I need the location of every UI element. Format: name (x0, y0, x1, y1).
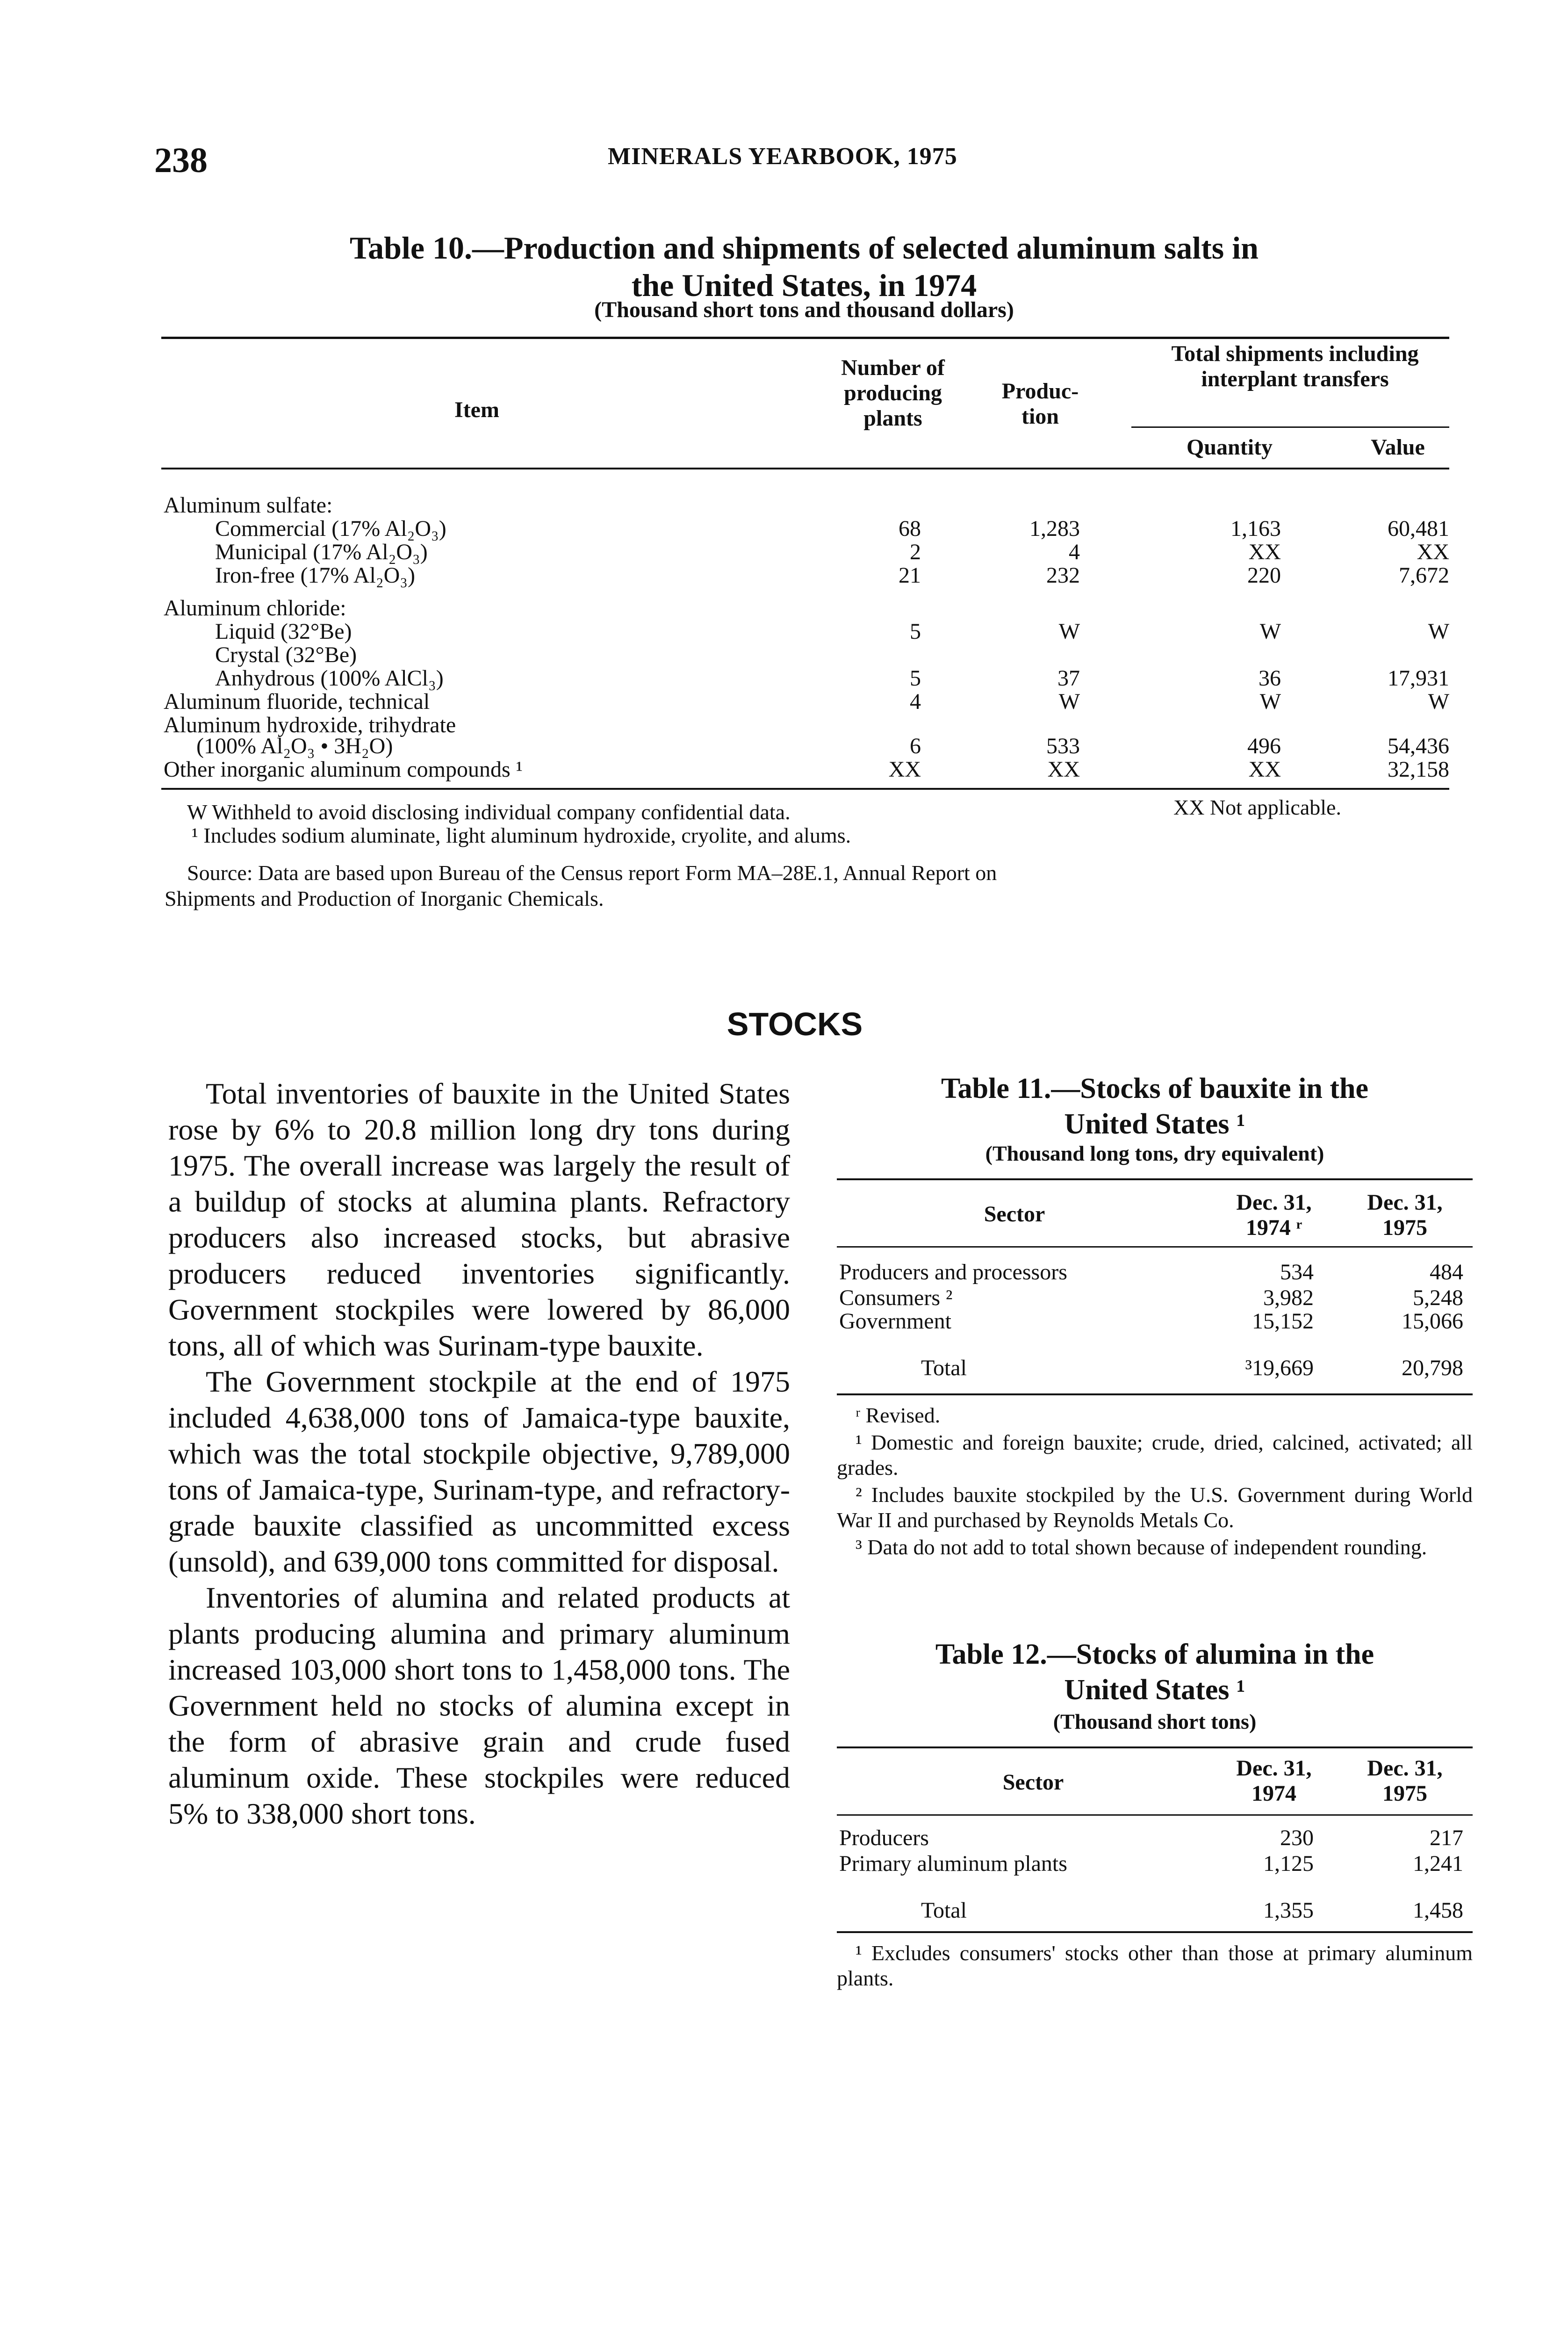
table10-top-rule (161, 337, 1449, 339)
table12-header-rule (837, 1814, 1473, 1816)
table10-row-value: 32,158 (1388, 757, 1449, 782)
table11-footnote-block (837, 1403, 1473, 1562)
table11-footnote: ¹ Domestic and foreign bauxite; crude, dried, calcined, activated; all grades. (837, 1430, 1473, 1479)
table10-row-quantity: 496 (1247, 734, 1281, 758)
table11-row-1975: 5,248 (1413, 1285, 1463, 1310)
table10-title-line1: Table 10.—Production and shipments of selected aluminum salts in (350, 230, 1259, 266)
table10-row-value: 17,931 (1388, 666, 1449, 691)
table10-row-value: 54,436 (1388, 734, 1449, 758)
table11-row-1974: 534 (1280, 1260, 1314, 1284)
table10-source-line2: Shipments and Production of Inorganic Chemicals. (165, 887, 604, 910)
table10-title-line2: the United States, in 1974 (631, 267, 977, 303)
table11-row-sector: Government (839, 1309, 951, 1334)
table10-note-withheld: W Withheld to avoid disclosing individual company confidential data. (187, 800, 791, 824)
table10-row-quantity: W (1259, 619, 1281, 644)
table11-title (832, 1071, 1477, 1142)
table10-row-production: 232 (1046, 563, 1080, 588)
table11-footnote: ³ Data do not add to total shown because of independent rounding. (856, 1535, 1427, 1559)
table10-row-plants: 5 (910, 619, 921, 644)
table10-row-item: Commercial (17% Al₂O₃) (215, 516, 446, 541)
table10-row-plants: 68 (899, 516, 921, 541)
table12-row-1974: 230 (1280, 1826, 1314, 1850)
table10-row-item: Aluminum hydroxide, trihydrate (164, 713, 456, 737)
table12-total-1974: 1,355 (1263, 1898, 1314, 1923)
table10-row-plants: 6 (910, 734, 921, 758)
table11-bottom-rule (837, 1393, 1473, 1395)
table11-row-sector: Producers and processors (839, 1260, 1067, 1284)
table11-footnote: ² Includes bauxite stockpiled by the U.S. Government during World War II and purchased by Reynolds Metals Co. (837, 1483, 1473, 1532)
table12-top-rule (837, 1746, 1473, 1748)
section-heading-stocks: STOCKS (726, 1006, 863, 1042)
table10-row-production: 37 (1057, 666, 1080, 691)
table12-row-1975: 1,241 (1413, 1851, 1463, 1876)
body-paragraph-2: The Government stockpile at the end of 1975 included 4,638,000 tons of Jamaica-type bauxite, which was the total stockpile objective, 9,789,000 tons of Jamaica-type, Surinam-type, and refractory-grade bauxite classified as uncommitted excess (unsold), and 639,000 tons committed for disposal. (168, 1365, 790, 1578)
table10-row-production: 4 (1069, 540, 1080, 564)
table10-source-line1: Source: Data are based upon Bureau of the Census report Form MA–28E.1, Annual Report on (187, 861, 997, 885)
table10-header-item: Item (454, 397, 499, 422)
table11-row-1974: 15,152 (1252, 1309, 1314, 1334)
table10-row-production: W (1058, 619, 1080, 644)
table11-header-1975: Dec. 31, 1975 (1367, 1190, 1443, 1240)
table10-header-plants: Number of producing plants (841, 355, 945, 431)
table12-header-1975: Dec. 31, 1975 (1367, 1756, 1443, 1806)
table10-row-plants: 5 (910, 666, 921, 691)
table12-bottom-rule (837, 1931, 1473, 1933)
table10-row-plants: 21 (899, 563, 921, 588)
table10-row-quantity: 1,163 (1230, 516, 1281, 541)
table12-title-line1: Table 12.—Stocks of alumina in the (935, 1638, 1374, 1670)
table11-row-1974: 3,982 (1263, 1285, 1314, 1310)
table10-bottom-rule (161, 788, 1449, 790)
table11-row-1975: 15,066 (1402, 1309, 1463, 1334)
table12-subtitle: (Thousand short tons) (1053, 1710, 1257, 1733)
table11-header-1974: Dec. 31, 1974 ʳ (1236, 1190, 1312, 1240)
table10-row-item: Liquid (32°Be) (215, 619, 352, 644)
table10-header-production: Produc- tion (1001, 379, 1079, 429)
table10-row-quantity: 220 (1247, 563, 1281, 588)
table10-row-plants: 2 (910, 540, 921, 564)
table10-row-plants: 4 (910, 689, 921, 714)
body-paragraph-1: Total inventories of bauxite in the United States rose by 6% to 20.8 million long dry tons during 1975. The overall increase was largely the result of a buildup of stocks at alumina plants. Refractory producers also increased stocks, but abrasive producers reduced inventories significantly. Government stockpiles were lowered by 86,000 tons, all of which was Surinam-type bauxite. (168, 1077, 790, 1362)
table10-row-value: W (1428, 619, 1449, 644)
table12-row-1975: 217 (1430, 1826, 1463, 1850)
table11-footnote: ʳ Revised. (856, 1403, 941, 1427)
table10-row-item: Aluminum fluoride, technical (164, 689, 430, 714)
table10-row-item: Municipal (17% Al₂O₃) (215, 540, 428, 564)
table10-row-item: Other inorganic aluminum compounds ¹ (164, 757, 523, 782)
table12-row-sector: Producers (839, 1826, 929, 1850)
table10-row-item: Aluminum chloride: (164, 596, 346, 621)
body-paragraph-3: Inventories of alumina and related products at plants producing alumina and primary aluminum increased 103,000 short tons to 1,458,000 tons. The Government held no stocks of alumina except in the form of abrasive grain and crude fused aluminum oxide. These stockpiles were reduced 5% to 338,000 short tons. (168, 1581, 790, 1830)
table10-row-value: 60,481 (1388, 516, 1449, 541)
table10-row-quantity: 36 (1259, 666, 1281, 691)
table10-footnote-1: ¹ Includes sodium aluminate, light aluminum hydroxide, cryolite, and alums. (192, 823, 851, 847)
table10-header-quantity: Quantity (1186, 435, 1273, 460)
table10-row-quantity: XX (1248, 757, 1281, 782)
table10-row-plants: XX (888, 757, 921, 782)
table10-row-item: Crystal (32°Be) (215, 642, 357, 667)
table12-title (832, 1637, 1477, 1708)
table10-header-shipments: Total shipments including interplant transfers (1171, 341, 1419, 391)
table11-header-sector: Sector (984, 1202, 1045, 1227)
table12-header-1974: Dec. 31, 1974 (1236, 1756, 1312, 1806)
table10-row-production: 1,283 (1029, 516, 1080, 541)
table10-title (159, 229, 1449, 304)
table10-subtitle: (Thousand short tons and thousand dollars) (594, 297, 1014, 322)
table12-total-label: Total (921, 1898, 967, 1923)
table12-footnote-block (837, 1941, 1473, 1993)
table10-row-production: 533 (1046, 734, 1080, 758)
table10-row-item: (100% Al₂O₃ • 3H₂O) (196, 734, 393, 758)
table10-note-not-applicable: XX Not applicable. (1173, 795, 1341, 819)
table12-row-1974: 1,125 (1263, 1851, 1314, 1876)
table10-row-item: Iron-free (17% Al₂O₃) (215, 563, 415, 588)
table10-header-rule (161, 468, 1449, 469)
table11-header-rule (837, 1246, 1473, 1248)
table10-shipments-rule (1131, 426, 1449, 428)
table11-title-line2: United States ¹ (1064, 1108, 1245, 1140)
page-number: 238 (154, 141, 208, 180)
table10-header-value: Value (1371, 435, 1425, 460)
table12-row-sector: Primary aluminum plants (839, 1851, 1067, 1876)
table11-total-1974: ³19,669 (1245, 1356, 1314, 1380)
table11-top-rule (837, 1178, 1473, 1180)
table11-total-label: Total (921, 1356, 967, 1380)
table10-row-value: 7,672 (1399, 563, 1449, 588)
running-head: MINERALS YEARBOOK, 1975 (608, 143, 957, 170)
table11-total-1975: 20,798 (1402, 1356, 1463, 1380)
table10-row-production: W (1058, 689, 1080, 714)
table12-title-line2: United States ¹ (1064, 1674, 1245, 1706)
table10-row-value: XX (1417, 540, 1449, 564)
table10-row-item: Aluminum sulfate: (164, 493, 333, 518)
table10-row-quantity: XX (1248, 540, 1281, 564)
table12-footnote: ¹ Excludes consumers' stocks other than those at primary aluminum plants. (837, 1941, 1473, 1990)
table12-header-sector: Sector (1002, 1770, 1064, 1795)
table11-subtitle: (Thousand long tons, dry equivalent) (985, 1141, 1324, 1165)
table10-row-value: W (1428, 689, 1449, 714)
table11-row-1975: 484 (1430, 1260, 1463, 1284)
table11-title-line1: Table 11.—Stocks of bauxite in the (941, 1073, 1369, 1104)
table11-row-sector: Consumers ² (839, 1285, 953, 1310)
table10-row-quantity: W (1259, 689, 1281, 714)
table10-row-item: Anhydrous (100% AlCl₃) (215, 666, 444, 691)
table12-total-1975: 1,458 (1413, 1898, 1463, 1923)
table10-row-production: XX (1047, 757, 1080, 782)
body-text-column (168, 1075, 790, 1832)
